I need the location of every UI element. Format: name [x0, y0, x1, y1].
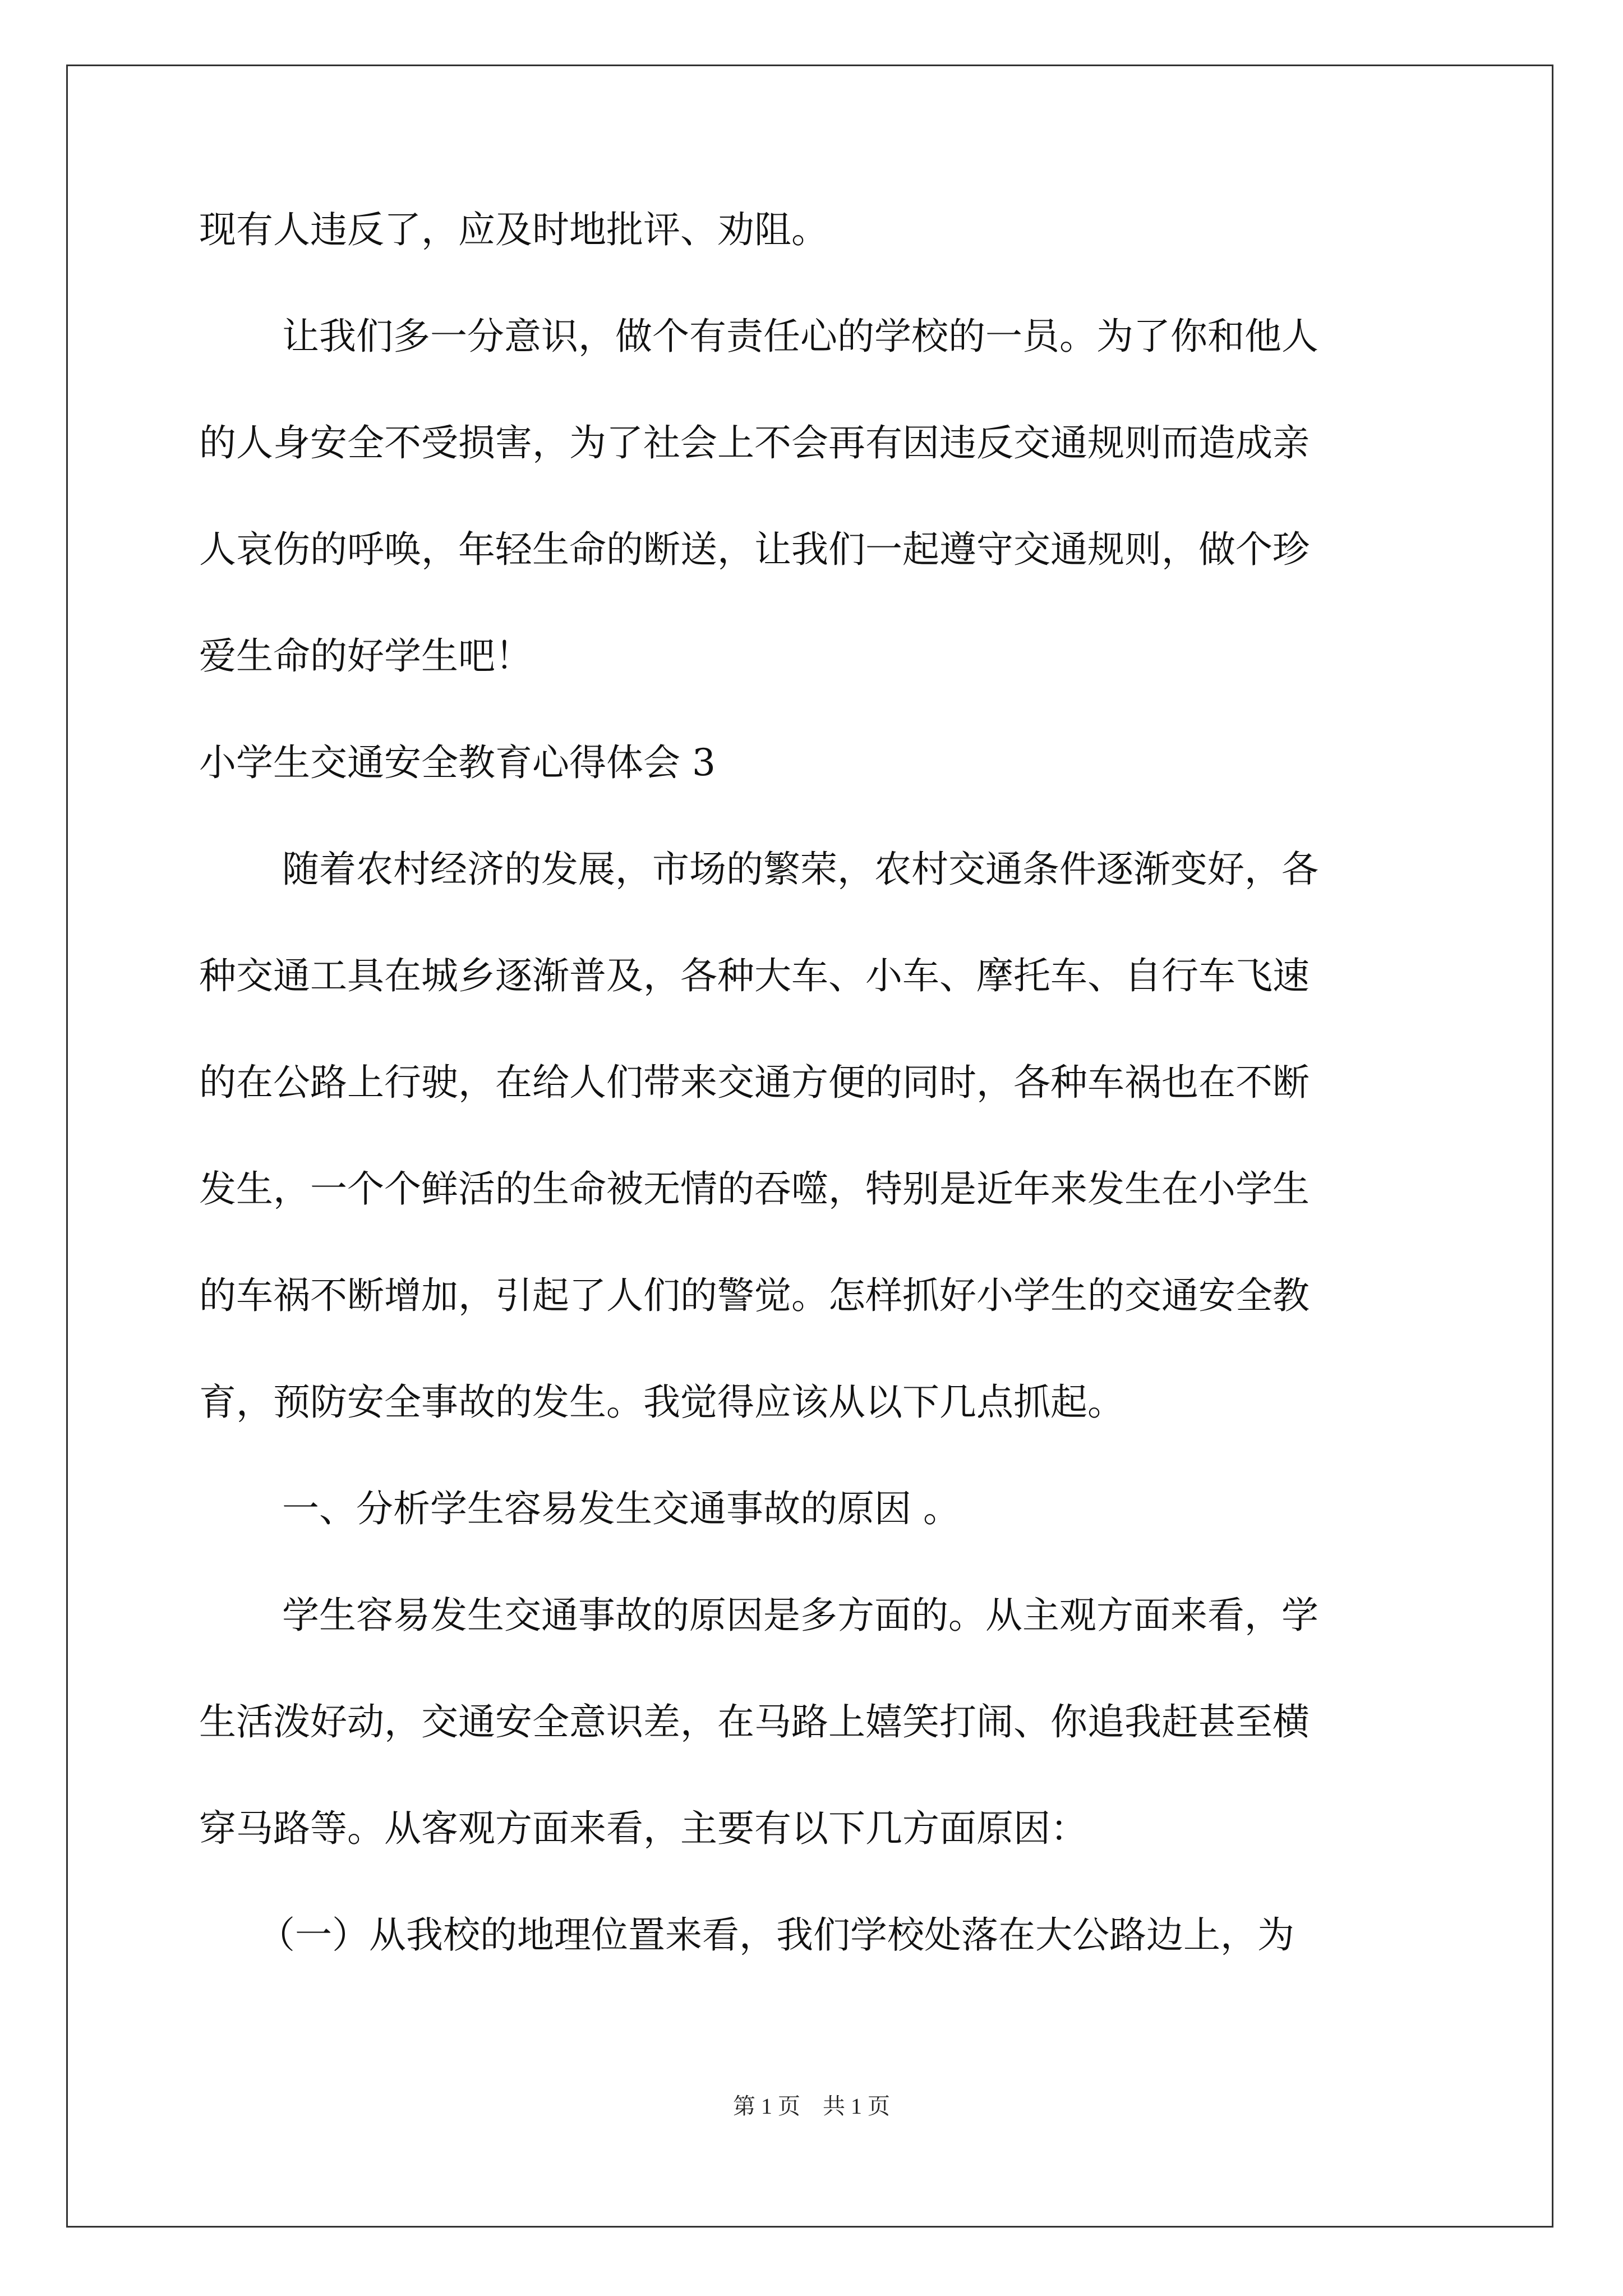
page-border	[66, 65, 1553, 2228]
paragraph-first-line: （一）从我校的地理位置来看，我们学校处落在大公路边上，为	[258, 1913, 1294, 1957]
paragraph-first-line: 让我们多一分意识，做个有责任心的学校的一员。为了你和他人	[282, 315, 1318, 358]
text-line: 穿马路等。从客观方面来看，主要有以下几方面原因：	[199, 1807, 1087, 1850]
section-heading: 小学生交通安全教育心得体会 3	[199, 741, 716, 784]
text-line: 现有人违反了，应及时地批评、劝阻。	[199, 208, 828, 251]
text-line: 的车祸不断增加，引起了人们的警觉。怎样抓好小学生的交通安全教	[199, 1274, 1310, 1317]
text-line: 育，预防安全事故的发生。我觉得应该从以下几点抓起。	[199, 1381, 1124, 1424]
text-line: 发生，一个个鲜活的生命被无情的吞噬，特别是近年来发生在小学生	[199, 1167, 1310, 1211]
page-footer: 第 1 页 共 1 页	[733, 2093, 890, 2119]
text-line: 种交通工具在城乡逐渐普及，各种大车、小车、摩托车、自行车飞速	[199, 954, 1310, 997]
text-line: 爱生命的好学生吧！	[199, 634, 532, 678]
text-line: 的在公路上行驶，在给人们带来交通方便的同时，各种车祸也在不断	[199, 1061, 1310, 1104]
subheading: 一、分析学生容易发生交通事故的原因 。	[282, 1487, 960, 1530]
text-line: 生活泼好动，交通安全意识差，在马路上嬉笑打闹、你追我赶甚至横	[199, 1700, 1310, 1743]
paragraph-first-line: 学生容易发生交通事故的原因是多方面的。从主观方面来看，学	[282, 1594, 1318, 1637]
text-line: 的人身安全不受损害，为了社会上不会再有因违反交通规则而造成亲	[199, 421, 1310, 464]
paragraph-first-line: 随着农村经济的发展，市场的繁荣，农村交通条件逐渐变好，各	[282, 848, 1318, 891]
text-line: 人哀伤的呼唤，年轻生命的断送，让我们一起遵守交通规则，做个珍	[199, 528, 1310, 571]
